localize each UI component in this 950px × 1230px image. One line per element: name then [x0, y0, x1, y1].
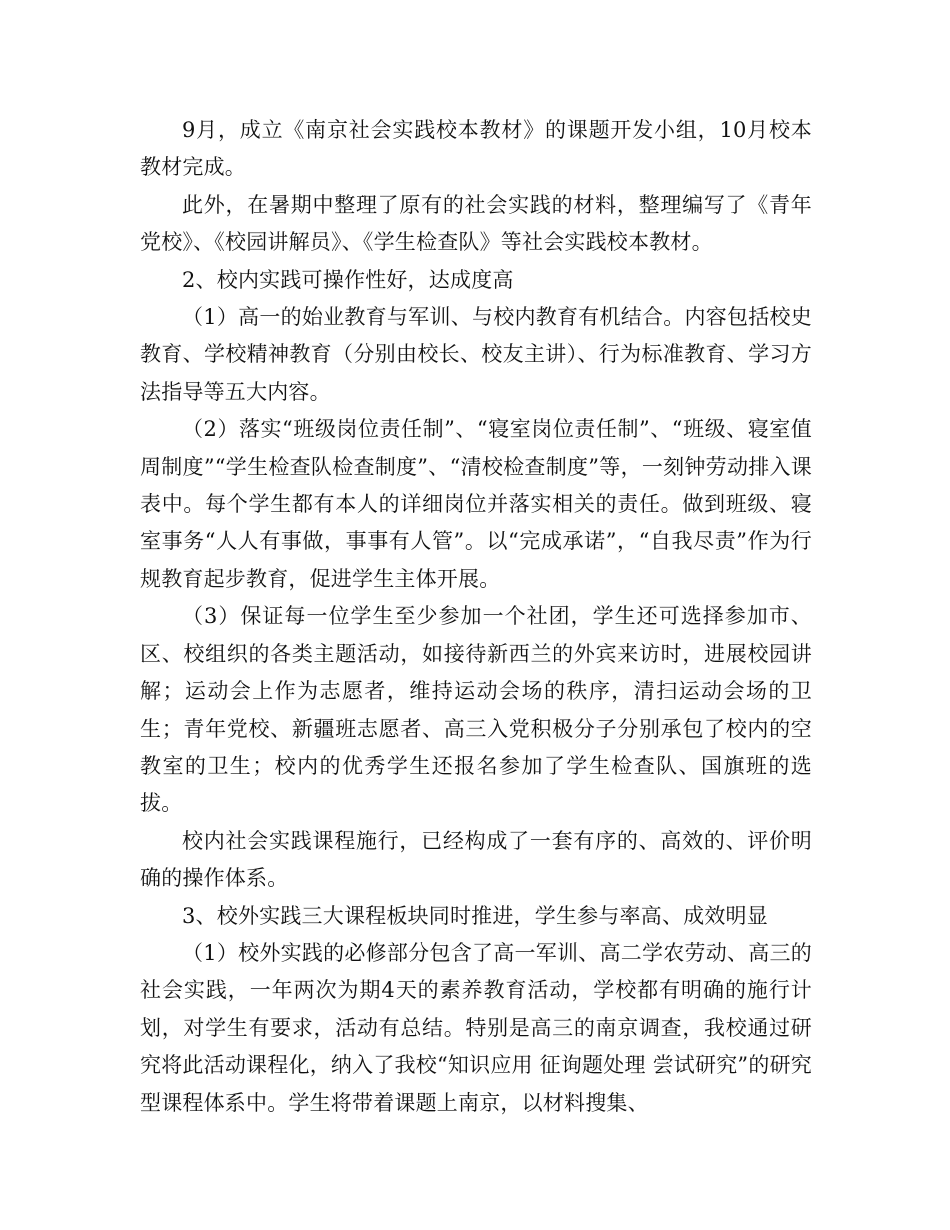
- paragraph-summer-materials: 此外，在暑期中整理了原有的社会实践的材料，整理编写了《青年党校》、《校园讲解员》、《学生检查队》等社会实践校本教材。: [140, 192, 812, 255]
- paragraph-off-campus-item-1: （1）校外实践的必修部分包含了高一军训、高二学农劳动、高三的社会实践，一年两次为期4天的素养教育活动，学校都有明确的施行计划，对学生有要求，活动有总结。特别是高三的南京调查，我校通过研究将此活动课程化，纳入了我校“知识应用 征询题处理 尝试研究”的研究型课程体系中。学生将带着课题上南京，以材料搜集、: [140, 940, 812, 1115]
- paragraph-course-system: 校内社会实践课程施行，已经构成了一套有序的、高效的、评价明确的操作体系。: [140, 828, 812, 891]
- paragraph-item-2-responsibility: （2）落实“班级岗位责任制”、“寝室岗位责任制”、“班级、寝室值周制度”“学生检查队检查制度”、“清校检查制度”等，一刻钟劳动排入课表中。每个学生都有本人的详细岗位并落实相关的责任。做到班级、寝室事务“人人有事做，事事有人管”。以“完成承诺”，“自我尽责”作为行规教育起步教育，促进学生主体开展。: [140, 417, 812, 591]
- paragraph-textbook-group: 9月，成立《南京社会实践校本教材》的课题开发小组，10月校本教材完成。: [140, 118, 812, 180]
- paragraph-item-3-clubs: （3）保证每一位学生至少参加一个社团，学生还可选择参加市、区、校组织的各类主题活动，如接待新西兰的外宾来访时，进展校园讲解；运动会上作为志愿者，维持运动会场的秩序，清扫运动会场的卫生；青年党校、新疆班志愿者、高三入党积极分子分别承包了校内的空教室的卫生；校内的优秀学生还报名参加了学生检查队、国旗班的选拔。: [140, 604, 812, 816]
- document-page: [140, 112, 812, 1122]
- section-heading-in-school-practice: 2、校内实践可操作性好，达成度高: [182, 267, 514, 292]
- section-heading-off-campus-practice: 3、校外实践三大课程板块同时推进，学生参与率高、成效明显: [182, 903, 768, 928]
- paragraph-item-1-orientation: （1）高一的始业教育与军训、与校内教育有机结合。内容包括校史教育、学校精神教育（分别由校长、校友主讲）、行为标准教育、学习方法指导等五大内容。: [140, 305, 812, 404]
